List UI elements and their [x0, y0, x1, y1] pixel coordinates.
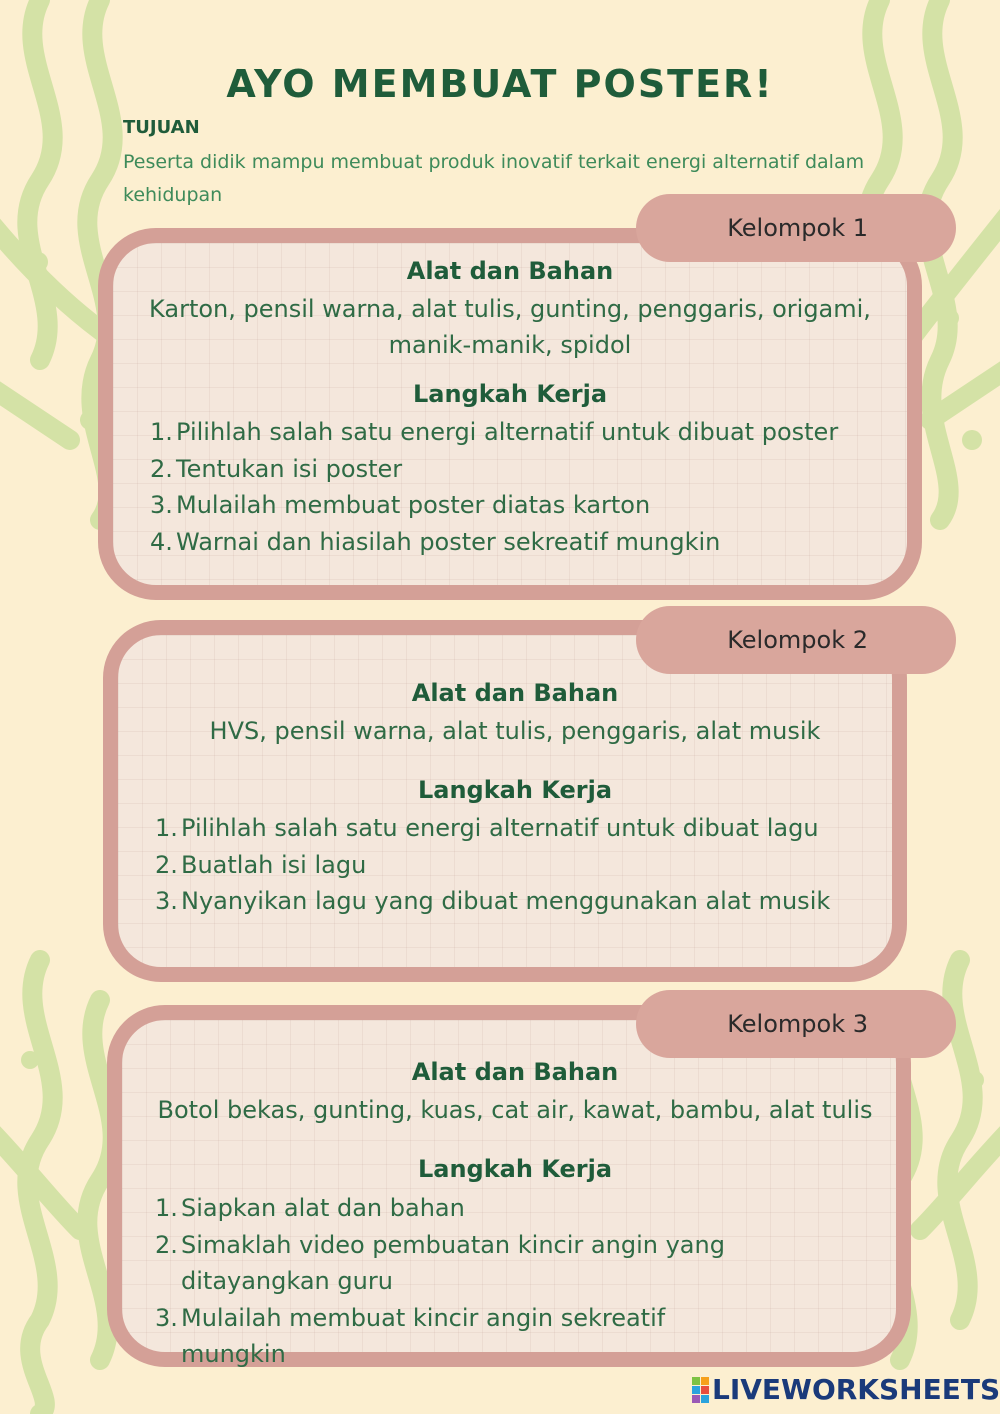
group-1-materials-heading: Alat dan Bahan: [406, 257, 614, 285]
group-2-steps-heading: Langkah Kerja: [417, 776, 613, 804]
group-1-steps-list: [150, 414, 890, 560]
group-3-materials-heading: Alat dan Bahan: [411, 1058, 619, 1086]
liveworksheets-icon: [692, 1377, 708, 1403]
group-3-materials-text: Botol bekas, gunting, kuas, cat air, kawat, bambu, alat tulis: [157, 1096, 873, 1124]
group-2-materials-text: HVS, pensil warna, alat tulis, penggaris, alat musik: [209, 717, 821, 745]
group-2-steps-list: [155, 810, 895, 920]
liveworksheets-logo[interactable]: [692, 1373, 1000, 1406]
page-title: AYO MEMBUAT POSTER!: [226, 62, 774, 106]
group-3-steps-heading: Langkah Kerja: [417, 1155, 613, 1183]
liveworksheets-brand: LIVEWORKSHEETS: [712, 1373, 1000, 1406]
list-item: 3. Mulailah membuat poster diatas karton: [150, 491, 651, 519]
list-item: 1. Pilihlah salah satu energi alternatif untuk dibuat poster: [150, 418, 839, 446]
goal-text: Peserta didik mampu membuat produk inovatif terkait energi alternatif dalam kehidupan: [123, 151, 865, 206]
group-3-tab: Kelompok 3: [636, 990, 956, 1058]
list-item: 3. Nyanyikan lagu yang dibuat menggunakan alat musik: [155, 887, 831, 915]
group-3-steps-list: [155, 1190, 755, 1373]
group-1-steps-heading: Langkah Kerja: [412, 380, 608, 408]
list-item: 3. Mulailah membuat kincir angin sekreatif mungkin: [155, 1303, 666, 1368]
goal-heading: TUJUAN: [123, 117, 200, 138]
list-item: 2. Buatlah isi lagu: [155, 850, 367, 879]
group-1-materials-text: Karton, pensil warna, alat tulis, gunting, penggaris, origami, manik-manik, spidol: [149, 295, 871, 359]
list-item: 2. Tentukan isi poster: [150, 454, 403, 483]
list-item: 2. Simaklah video pembuatan kincir angin yang ditayangkan guru: [155, 1230, 725, 1295]
group-1-tab: Kelompok 1: [636, 194, 956, 262]
list-item: 4. Warnai dan hiasilah poster sekreatif mungkin: [150, 527, 721, 556]
group-2-materials-heading: Alat dan Bahan: [411, 679, 619, 707]
group-2-tab: Kelompok 2: [636, 606, 956, 674]
list-item: 1. Pilihlah salah satu energi alternatif untuk dibuat lagu: [155, 814, 819, 842]
list-item: 1. Siapkan alat dan bahan: [155, 1194, 465, 1222]
